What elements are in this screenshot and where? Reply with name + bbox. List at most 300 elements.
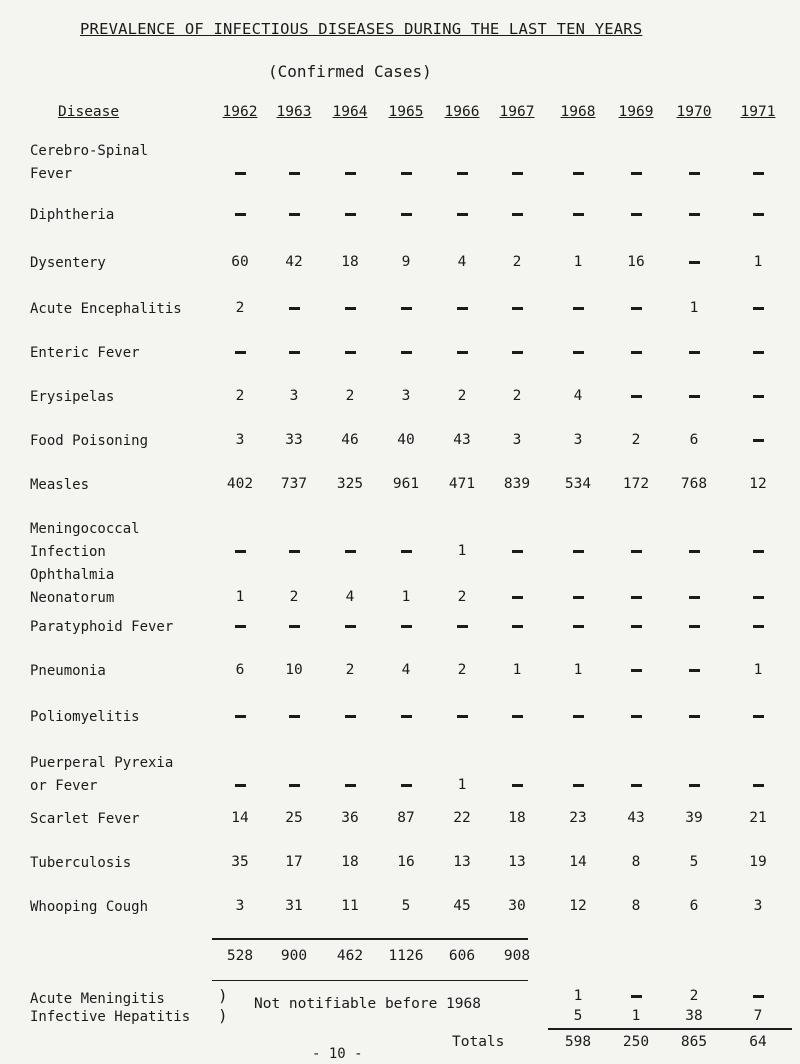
dash-mark bbox=[289, 213, 300, 216]
table-cell bbox=[553, 165, 603, 181]
table-cell: 8 bbox=[631, 898, 641, 914]
dash-mark bbox=[401, 213, 412, 216]
disease-name-line: Enteric Fever bbox=[30, 345, 140, 361]
dash-mark bbox=[235, 715, 246, 718]
table-cell: 6 bbox=[689, 898, 699, 914]
totals-label: Totals bbox=[452, 1034, 505, 1050]
table-cell bbox=[437, 708, 487, 724]
table-cell: 18 bbox=[341, 854, 359, 870]
table-cell: 961 bbox=[392, 476, 420, 492]
dash-mark bbox=[345, 213, 356, 216]
table-cell bbox=[381, 206, 431, 222]
table-cell: 5 bbox=[401, 898, 411, 914]
dash-mark bbox=[753, 439, 764, 442]
table-cell bbox=[669, 206, 719, 222]
table-cell: 42 bbox=[285, 254, 303, 270]
table-cell: 87 bbox=[397, 810, 415, 826]
disease-name bbox=[30, 706, 140, 729]
dash-mark bbox=[753, 307, 764, 310]
table-cell: 2 bbox=[512, 388, 522, 404]
table-cell: 534 bbox=[564, 476, 592, 492]
disease-name bbox=[30, 386, 114, 409]
dash-mark bbox=[289, 172, 300, 175]
year-header-1970: 1970 bbox=[676, 104, 712, 120]
year-header-1965: 1965 bbox=[388, 104, 424, 120]
table-cell bbox=[325, 777, 375, 793]
dash-mark bbox=[631, 669, 642, 672]
dash-mark bbox=[573, 351, 584, 354]
table-cell: 14 bbox=[231, 810, 249, 826]
table-cell: 3 bbox=[401, 388, 411, 404]
table-cell bbox=[492, 165, 542, 181]
table-cell: 17 bbox=[285, 854, 303, 870]
table-cell bbox=[215, 543, 265, 559]
table-cell bbox=[669, 777, 719, 793]
dash-mark bbox=[512, 625, 523, 628]
dash-mark bbox=[401, 550, 412, 553]
table-cell: 10 bbox=[285, 662, 303, 678]
table-cell bbox=[325, 206, 375, 222]
table-cell bbox=[611, 300, 661, 316]
disease-name-line: Pneumonia bbox=[30, 663, 106, 679]
table-cell: 1 bbox=[689, 300, 699, 316]
dash-mark bbox=[753, 715, 764, 718]
table-cell bbox=[733, 777, 783, 793]
page-number: - 10 - bbox=[312, 1046, 363, 1062]
dash-mark bbox=[631, 351, 642, 354]
table-cell bbox=[553, 206, 603, 222]
table-cell: 18 bbox=[508, 810, 526, 826]
table-cell bbox=[269, 543, 319, 559]
table-cell bbox=[437, 165, 487, 181]
table-cell bbox=[381, 777, 431, 793]
table-cell bbox=[611, 206, 661, 222]
table-cell bbox=[669, 254, 719, 270]
dash-mark bbox=[345, 172, 356, 175]
dash-mark bbox=[631, 625, 642, 628]
table-cell bbox=[215, 708, 265, 724]
dash-mark bbox=[457, 625, 468, 628]
table-cell: 3 bbox=[289, 388, 299, 404]
table-cell bbox=[381, 708, 431, 724]
disease-name-line: Erysipelas bbox=[30, 389, 115, 405]
table-cell bbox=[553, 708, 603, 724]
table-cell: 4 bbox=[573, 388, 583, 404]
dash-mark bbox=[512, 596, 523, 599]
table-cell bbox=[611, 165, 661, 181]
table-cell bbox=[553, 777, 603, 793]
dash-mark bbox=[512, 307, 523, 310]
table-cell: 21 bbox=[749, 810, 767, 826]
dash-mark bbox=[345, 715, 356, 718]
table-cell: 23 bbox=[569, 810, 587, 826]
table-cell: 12 bbox=[749, 476, 767, 492]
dash-mark bbox=[689, 395, 700, 398]
disease-name bbox=[30, 752, 173, 798]
table-cell bbox=[669, 388, 719, 404]
table-cell bbox=[492, 206, 542, 222]
dash-mark bbox=[689, 715, 700, 718]
table-cell bbox=[553, 589, 603, 605]
disease-name-line: Whooping Cough bbox=[30, 899, 149, 915]
table-cell: 1 bbox=[753, 254, 763, 270]
page-subtitle: (Confirmed Cases) bbox=[268, 62, 432, 81]
table-cell: 4 bbox=[401, 662, 411, 678]
table-cell: 172 bbox=[622, 476, 650, 492]
table-cell bbox=[381, 618, 431, 634]
year-header-1967: 1967 bbox=[499, 104, 535, 120]
table-cell bbox=[669, 543, 719, 559]
table-cell: 1 bbox=[457, 543, 467, 559]
disease-name-line: Dysentery bbox=[30, 255, 106, 271]
table-cell: 2 bbox=[289, 589, 299, 605]
dash-mark bbox=[289, 784, 300, 787]
table-cell bbox=[492, 708, 542, 724]
table-cell bbox=[733, 543, 783, 559]
table-cell: 16 bbox=[397, 854, 415, 870]
table-cell bbox=[269, 618, 319, 634]
brace-bottom: ) bbox=[218, 1006, 228, 1025]
dash-mark bbox=[573, 213, 584, 216]
table-cell: 2 bbox=[345, 388, 355, 404]
table-cell bbox=[492, 777, 542, 793]
table-cell bbox=[437, 206, 487, 222]
table-cell bbox=[733, 300, 783, 316]
dash-mark bbox=[573, 307, 584, 310]
dash-mark bbox=[345, 625, 356, 628]
dash-mark bbox=[512, 715, 523, 718]
year-header-1966: 1966 bbox=[444, 104, 480, 120]
table-cell: 1 bbox=[573, 662, 583, 678]
dash-mark bbox=[631, 995, 642, 998]
dash-mark bbox=[289, 307, 300, 310]
disease-name-line: Ophthalmia bbox=[30, 567, 115, 583]
page-title: PREVALENCE OF INFECTIOUS DISEASES DURING THE LAST TEN YEARS bbox=[80, 20, 643, 38]
table-cell bbox=[269, 344, 319, 360]
table-cell bbox=[325, 300, 375, 316]
table-cell: 39 bbox=[685, 810, 703, 826]
table-cell bbox=[215, 206, 265, 222]
dash-mark bbox=[457, 351, 468, 354]
table-cell bbox=[325, 543, 375, 559]
disease-name-line: Infection bbox=[30, 544, 106, 560]
table-cell bbox=[437, 618, 487, 634]
dash-mark bbox=[235, 351, 246, 354]
dash-mark bbox=[753, 172, 764, 175]
table-cell: 2 bbox=[235, 388, 245, 404]
subtotal-cell: 1126 bbox=[388, 948, 424, 964]
dash-mark bbox=[689, 351, 700, 354]
dash-mark bbox=[345, 351, 356, 354]
disease-name-line: Food Poisoning bbox=[30, 433, 149, 449]
disease-name bbox=[30, 564, 114, 610]
table-cell bbox=[669, 662, 719, 678]
table-cell bbox=[733, 589, 783, 605]
disease-name-line: Diphtheria bbox=[30, 207, 115, 223]
dash-mark bbox=[401, 307, 412, 310]
table-cell bbox=[733, 432, 783, 448]
disease-name bbox=[30, 474, 89, 497]
table-cell bbox=[733, 206, 783, 222]
dash-mark bbox=[689, 213, 700, 216]
dash-mark bbox=[345, 784, 356, 787]
table-cell: 46 bbox=[341, 432, 359, 448]
disease-name-line: Tuberculosis bbox=[30, 855, 132, 871]
disease-name-line: Fever bbox=[30, 166, 73, 182]
dash-mark bbox=[631, 550, 642, 553]
table-cell bbox=[611, 543, 661, 559]
table-cell bbox=[669, 708, 719, 724]
disease-name: Infective Hepatitis bbox=[30, 1009, 191, 1025]
table-cell bbox=[269, 206, 319, 222]
disease-name-line: Puerperal Pyrexia bbox=[30, 755, 174, 771]
table-cell bbox=[669, 618, 719, 634]
table-cell: 25 bbox=[285, 810, 303, 826]
disease-name bbox=[30, 204, 114, 227]
dash-mark bbox=[235, 550, 246, 553]
hepatitis-cell: 7 bbox=[753, 1008, 763, 1024]
table-cell bbox=[492, 589, 542, 605]
table-cell bbox=[733, 344, 783, 360]
table-cell bbox=[611, 777, 661, 793]
year-header-1971: 1971 bbox=[740, 104, 776, 120]
table-cell: 737 bbox=[280, 476, 308, 492]
disease-column-header: Disease bbox=[58, 104, 120, 120]
table-cell bbox=[611, 662, 661, 678]
table-cell: 2 bbox=[631, 432, 641, 448]
table-cell: 3 bbox=[573, 432, 583, 448]
table-cell bbox=[269, 165, 319, 181]
table-cell: 1 bbox=[235, 589, 245, 605]
dash-mark bbox=[401, 625, 412, 628]
table-cell bbox=[215, 344, 265, 360]
year-header-1962: 1962 bbox=[222, 104, 258, 120]
dash-mark bbox=[457, 715, 468, 718]
table-cell bbox=[437, 300, 487, 316]
table-cell: 4 bbox=[345, 589, 355, 605]
table-cell bbox=[553, 344, 603, 360]
table-cell: 36 bbox=[341, 810, 359, 826]
dash-mark bbox=[573, 625, 584, 628]
table-cell bbox=[553, 543, 603, 559]
dash-mark bbox=[573, 596, 584, 599]
disease-name bbox=[30, 896, 148, 919]
totals-cell: 64 bbox=[749, 1034, 767, 1050]
table-cell: 33 bbox=[285, 432, 303, 448]
dash-mark bbox=[512, 550, 523, 553]
subtotal-cell: 900 bbox=[280, 948, 308, 964]
dash-mark bbox=[345, 307, 356, 310]
disease-name bbox=[30, 252, 106, 275]
dash-mark bbox=[573, 550, 584, 553]
disease-name-line: Acute Encephalitis bbox=[30, 301, 182, 317]
brace-top: ) bbox=[218, 986, 228, 1005]
dash-mark bbox=[753, 784, 764, 787]
late-rows-rule bbox=[212, 980, 528, 981]
meningitis-cell bbox=[611, 988, 661, 1004]
table-cell bbox=[325, 708, 375, 724]
table-cell bbox=[381, 165, 431, 181]
table-cell bbox=[492, 618, 542, 634]
table-cell: 43 bbox=[627, 810, 645, 826]
dash-mark bbox=[689, 261, 700, 264]
year-header-1969: 1969 bbox=[618, 104, 654, 120]
table-cell: 1 bbox=[512, 662, 522, 678]
table-cell bbox=[269, 708, 319, 724]
year-header-1964: 1964 bbox=[332, 104, 368, 120]
table-cell bbox=[269, 777, 319, 793]
disease-name-line: Paratyphoid Fever bbox=[30, 619, 174, 635]
disease-name bbox=[30, 140, 148, 186]
dash-mark bbox=[753, 351, 764, 354]
table-cell: 5 bbox=[689, 854, 699, 870]
table-cell: 12 bbox=[569, 898, 587, 914]
disease-name bbox=[30, 616, 173, 639]
hepatitis-cell: 38 bbox=[685, 1008, 703, 1024]
table-cell: 6 bbox=[689, 432, 699, 448]
table-cell bbox=[733, 708, 783, 724]
table-cell bbox=[381, 344, 431, 360]
table-cell bbox=[611, 388, 661, 404]
table-cell: 60 bbox=[231, 254, 249, 270]
table-cell: 2 bbox=[457, 662, 467, 678]
dash-mark bbox=[235, 213, 246, 216]
table-cell: 11 bbox=[341, 898, 359, 914]
dash-mark bbox=[689, 669, 700, 672]
year-header-1968: 1968 bbox=[560, 104, 596, 120]
dash-mark bbox=[457, 307, 468, 310]
table-cell: 43 bbox=[453, 432, 471, 448]
disease-name: Acute Meningitis bbox=[30, 991, 165, 1007]
disease-name-line: Scarlet Fever bbox=[30, 811, 140, 827]
dash-mark bbox=[753, 213, 764, 216]
table-cell: 3 bbox=[235, 898, 245, 914]
disease-name bbox=[30, 808, 140, 831]
dash-mark bbox=[289, 625, 300, 628]
table-cell: 9 bbox=[401, 254, 411, 270]
disease-name-line: Measles bbox=[30, 477, 90, 493]
subtotal-cell: 528 bbox=[226, 948, 254, 964]
hepatitis-cell: 1 bbox=[631, 1008, 641, 1024]
table-cell: 402 bbox=[226, 476, 254, 492]
year-header-1963: 1963 bbox=[276, 104, 312, 120]
dash-mark bbox=[631, 596, 642, 599]
dash-mark bbox=[689, 596, 700, 599]
totals-cell: 598 bbox=[564, 1034, 592, 1050]
disease-name bbox=[30, 660, 106, 683]
table-cell: 8 bbox=[631, 854, 641, 870]
meningitis-cell: 1 bbox=[573, 988, 583, 1004]
table-cell bbox=[325, 618, 375, 634]
subtotal-rule bbox=[212, 938, 528, 940]
table-cell bbox=[325, 165, 375, 181]
disease-name bbox=[30, 430, 148, 453]
dash-mark bbox=[689, 625, 700, 628]
dash-mark bbox=[753, 596, 764, 599]
dash-mark bbox=[289, 550, 300, 553]
table-cell bbox=[611, 589, 661, 605]
table-cell: 1 bbox=[401, 589, 411, 605]
table-cell: 1 bbox=[753, 662, 763, 678]
dash-mark bbox=[235, 625, 246, 628]
subtotal-cell: 606 bbox=[448, 948, 476, 964]
table-cell: 2 bbox=[457, 388, 467, 404]
dash-mark bbox=[631, 213, 642, 216]
disease-name-line: Meningococcal bbox=[30, 521, 140, 537]
table-cell bbox=[611, 618, 661, 634]
table-cell bbox=[215, 618, 265, 634]
table-cell bbox=[669, 589, 719, 605]
table-cell bbox=[611, 708, 661, 724]
dash-mark bbox=[235, 172, 246, 175]
disease-name-line: Cerebro-Spinal bbox=[30, 143, 149, 159]
dash-mark bbox=[573, 784, 584, 787]
table-cell: 1 bbox=[573, 254, 583, 270]
totals-cell: 865 bbox=[680, 1034, 708, 1050]
table-cell: 3 bbox=[753, 898, 763, 914]
table-cell: 35 bbox=[231, 854, 249, 870]
table-cell: 19 bbox=[749, 854, 767, 870]
dash-mark bbox=[512, 172, 523, 175]
dash-mark bbox=[631, 307, 642, 310]
table-cell: 1 bbox=[457, 777, 467, 793]
disease-name-line: Neonatorum bbox=[30, 590, 115, 606]
dash-mark bbox=[631, 172, 642, 175]
table-cell bbox=[492, 543, 542, 559]
table-cell bbox=[733, 165, 783, 181]
table-cell: 13 bbox=[508, 854, 526, 870]
table-cell: 22 bbox=[453, 810, 471, 826]
table-cell: 4 bbox=[457, 254, 467, 270]
disease-name-line: Poliomyelitis bbox=[30, 709, 140, 725]
table-cell bbox=[669, 344, 719, 360]
table-cell: 325 bbox=[336, 476, 364, 492]
table-cell bbox=[492, 344, 542, 360]
table-cell: 471 bbox=[448, 476, 476, 492]
table-cell bbox=[553, 300, 603, 316]
table-cell bbox=[733, 388, 783, 404]
table-cell bbox=[325, 344, 375, 360]
dash-mark bbox=[512, 351, 523, 354]
table-cell: 839 bbox=[503, 476, 531, 492]
not-notifiable-note: Not notifiable before 1968 bbox=[254, 996, 481, 1012]
table-cell bbox=[733, 618, 783, 634]
table-cell bbox=[215, 165, 265, 181]
disease-name bbox=[30, 342, 140, 365]
table-cell: 16 bbox=[627, 254, 645, 270]
hepatitis-cell: 5 bbox=[573, 1008, 583, 1024]
meningitis-cell: 2 bbox=[689, 988, 699, 1004]
table-cell: 40 bbox=[397, 432, 415, 448]
dash-mark bbox=[289, 715, 300, 718]
table-cell: 2 bbox=[345, 662, 355, 678]
dash-mark bbox=[401, 172, 412, 175]
meningitis-cell bbox=[733, 988, 783, 1004]
dash-mark bbox=[753, 395, 764, 398]
table-cell bbox=[215, 777, 265, 793]
dash-mark bbox=[289, 351, 300, 354]
table-cell: 31 bbox=[285, 898, 303, 914]
table-cell bbox=[492, 300, 542, 316]
dash-mark bbox=[235, 784, 246, 787]
dash-mark bbox=[345, 550, 356, 553]
dash-mark bbox=[512, 784, 523, 787]
dash-mark bbox=[631, 715, 642, 718]
table-cell bbox=[381, 300, 431, 316]
totals-cell: 250 bbox=[622, 1034, 650, 1050]
dash-mark bbox=[457, 172, 468, 175]
dash-mark bbox=[689, 550, 700, 553]
